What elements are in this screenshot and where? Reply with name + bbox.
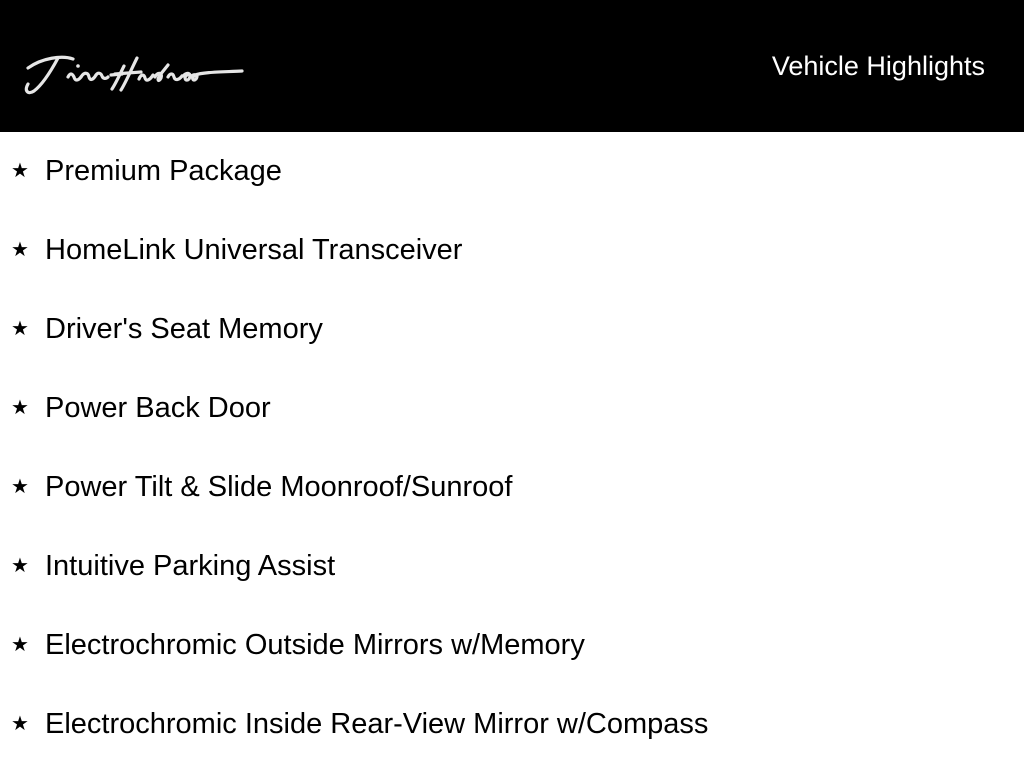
highlight-label: Driver's Seat Memory (45, 313, 323, 345)
header-bar (0, 0, 1024, 132)
highlight-label: Electrochromic Inside Rear-View Mirror w/Compass (45, 708, 709, 740)
star-icon: ★ (11, 474, 29, 498)
star-icon: ★ (11, 158, 29, 182)
star-icon: ★ (11, 316, 29, 340)
highlight-item (0, 448, 1024, 527)
highlight-item (0, 369, 1024, 448)
jim-hudson-signature-logo (20, 44, 244, 100)
vehicle-highlights-list (0, 132, 1024, 764)
star-icon: ★ (11, 553, 29, 577)
star-icon: ★ (11, 395, 29, 419)
highlight-label: Intuitive Parking Assist (45, 550, 336, 582)
highlight-label: Electrochromic Outside Mirrors w/Memory (45, 629, 585, 661)
header-title: Vehicle Highlights (771, 51, 985, 81)
highlight-label: HomeLink Universal Transceiver (45, 234, 463, 266)
star-icon: ★ (11, 711, 29, 735)
star-icon: ★ (11, 237, 29, 261)
star-icon: ★ (11, 632, 29, 656)
highlight-label: Premium Package (45, 155, 282, 187)
highlight-label: Power Back Door (45, 392, 271, 424)
highlight-item (0, 527, 1024, 606)
highlight-label: Power Tilt & Slide Moonroof/Sunroof (45, 471, 513, 503)
highlight-item (0, 606, 1024, 685)
highlight-item (0, 211, 1024, 290)
highlight-item (0, 685, 1024, 764)
highlight-item (0, 132, 1024, 211)
highlight-item (0, 290, 1024, 369)
